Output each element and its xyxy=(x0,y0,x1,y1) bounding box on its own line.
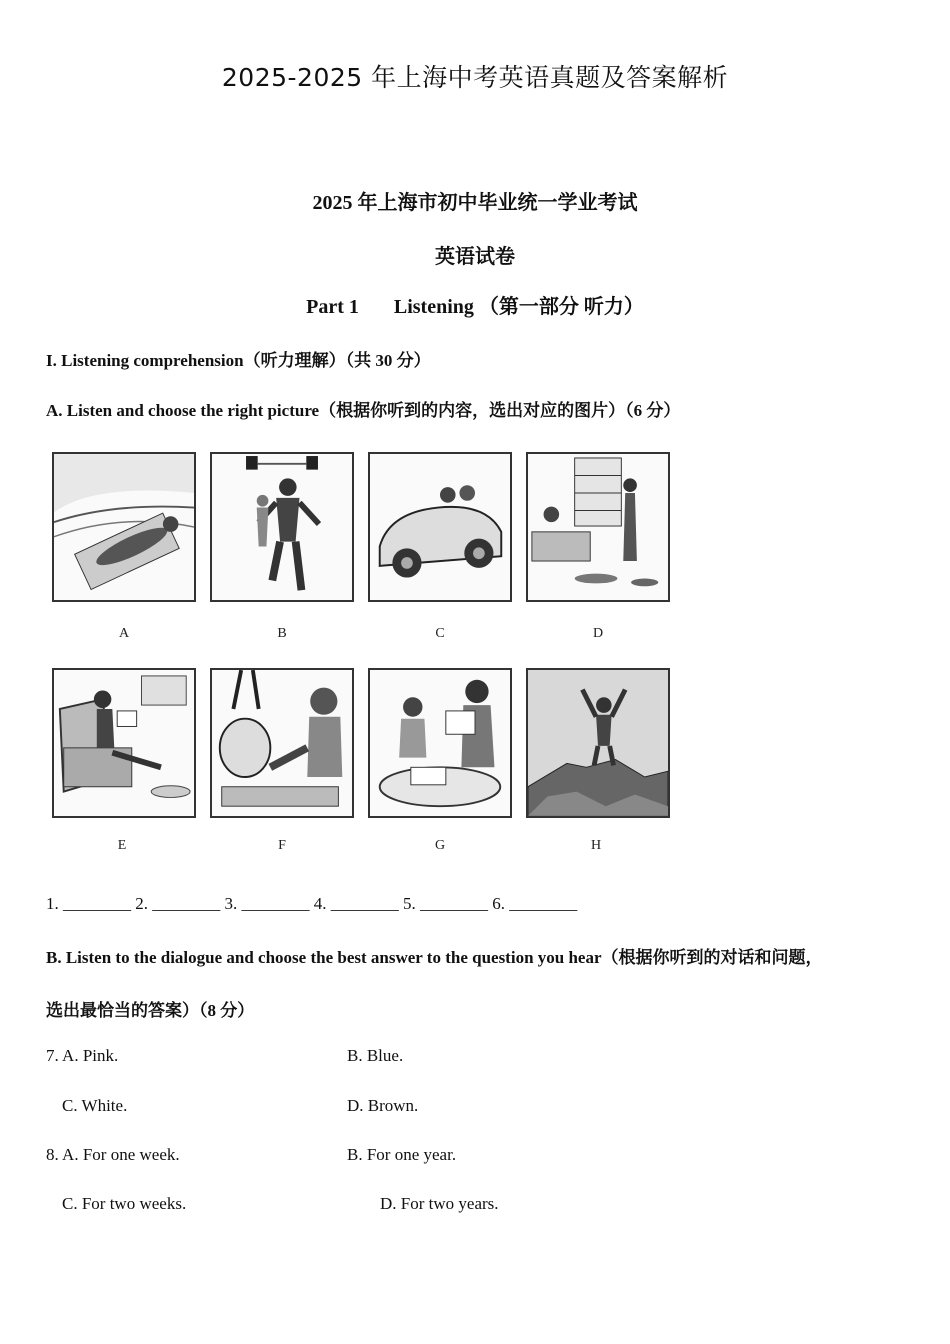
q8-option-c[interactable]: C. For two weeks. xyxy=(62,1194,187,1213)
q7-option-a[interactable]: 7. A. Pink. xyxy=(46,1046,119,1065)
picture-label-d: D xyxy=(592,626,604,641)
q8-option-a[interactable]: 8. A. For one week. xyxy=(46,1145,180,1164)
picture-label-g: G xyxy=(434,838,446,853)
q8-option-b[interactable]: B. For one year. xyxy=(347,1145,457,1164)
answer-blanks-1-6[interactable]: 1. ________ 2. ________ 3. ________ 4. ________ 5. ________ 6. ________ xyxy=(46,894,578,913)
picture-label-h: H xyxy=(590,838,602,853)
document-title: 2025-2025 年上海中考英语真题及答案解析 xyxy=(221,63,729,92)
q7-option-b[interactable]: B. Blue. xyxy=(347,1046,404,1065)
part-heading: Part 1 Listening （第一部分 听力） xyxy=(306,296,644,318)
picture-label-f: F xyxy=(278,838,286,853)
runner-finish-line-icon xyxy=(210,452,354,602)
q8-option-d[interactable]: D. For two years. xyxy=(380,1194,499,1213)
person-reading-armchair-icon xyxy=(52,668,196,818)
section-a-title: A. Listen and choose the right picture（根据你听到的内容，选出对应的图片）（6 分） xyxy=(46,401,681,420)
exam-title: 2025 年上海市初中毕业统一学业考试 xyxy=(312,192,638,214)
messy-bedroom-icon xyxy=(526,452,670,602)
q7-option-d[interactable]: D. Brown. xyxy=(347,1096,419,1115)
section-b-title-line2: 选出最恰当的答案）（8 分） xyxy=(46,1001,255,1020)
section-b-title-line1: B. Listen to the dialogue and choose the best answer to the question you hear（根据你听到的对话和问题， xyxy=(46,948,823,967)
picture-label-b: B xyxy=(277,626,287,641)
picture-label-e: E xyxy=(117,838,127,853)
convertible-car-icon xyxy=(368,452,512,602)
paper-name: 英语试卷 xyxy=(435,246,515,268)
hiker-mountain-top-icon xyxy=(526,668,670,818)
beach-sunbathing-icon xyxy=(52,452,196,602)
woman-boxing-bag-icon xyxy=(210,668,354,818)
section-1-title: I. Listening comprehension（听力理解）（共 30 分） xyxy=(46,351,431,370)
mother-child-reading-icon xyxy=(368,668,512,818)
q7-option-c[interactable]: C. White. xyxy=(62,1096,128,1115)
picture-label-c: C xyxy=(435,626,445,641)
picture-label-a: A xyxy=(118,626,130,641)
